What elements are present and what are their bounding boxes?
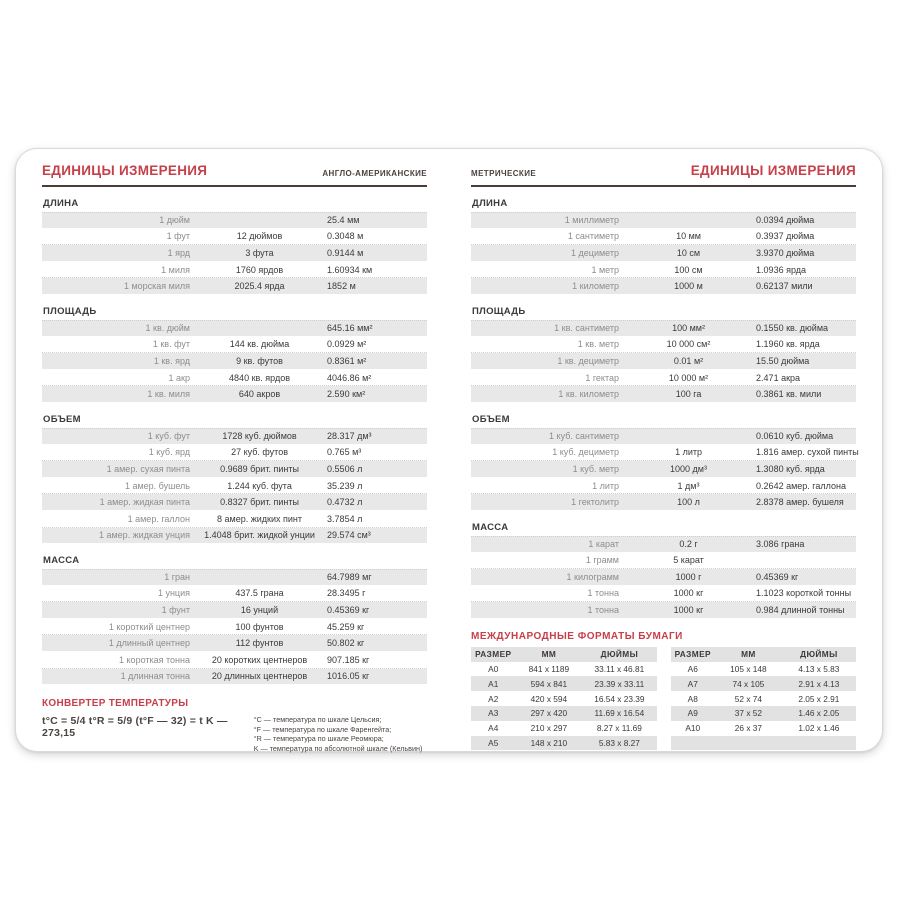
table-cell: 0.3048 м xyxy=(327,231,364,242)
table-cell: 1 метр xyxy=(591,264,619,275)
table-cell: 45.259 кг xyxy=(327,621,365,632)
paper-table-header xyxy=(471,647,657,662)
table-cell: 0.9144 м xyxy=(327,247,364,258)
table-cell: 1.46 x 2.05 xyxy=(798,708,840,719)
table-cell: A0 xyxy=(488,664,499,675)
table-cell: 12 дюймов xyxy=(236,231,283,242)
planner-page xyxy=(15,148,883,752)
unit-table-length-left xyxy=(42,212,427,295)
header-rule-left xyxy=(42,185,427,187)
table-row xyxy=(42,262,427,279)
table-row xyxy=(42,278,427,295)
table-cell: 1016.05 кг xyxy=(327,671,370,682)
table-cell: 3 фута xyxy=(245,247,274,258)
table-cell: 0.8361 м² xyxy=(327,355,367,366)
table-row xyxy=(671,691,857,706)
table-cell: 0.01 м² xyxy=(673,355,704,366)
table-row xyxy=(471,536,856,553)
section-length-right xyxy=(471,198,856,295)
table-cell: 9 кв. футов xyxy=(236,355,283,366)
table-cell: 16.54 x 23.39 xyxy=(594,693,645,704)
section-title: ПЛОЩАДЬ xyxy=(472,305,526,317)
table-row xyxy=(471,320,856,337)
table-cell: 4840 кв. ярдов xyxy=(229,372,290,383)
table-row xyxy=(471,586,856,603)
table-cell: 1 кв. ярд xyxy=(153,355,190,366)
table-row xyxy=(42,619,427,636)
table-cell: A4 xyxy=(488,723,499,734)
unit-table-area-left xyxy=(42,320,427,403)
section-title: ОБЪЕМ xyxy=(472,413,510,425)
table-row xyxy=(42,353,427,370)
left-header xyxy=(42,163,427,178)
table-cell: 210 x 297 xyxy=(530,723,568,734)
section-title: ОБЪЕМ xyxy=(43,413,81,425)
table-cell: 100 мм² xyxy=(672,323,705,334)
table-cell: 10 000 м² xyxy=(668,372,709,383)
table-cell: 0.45369 кг xyxy=(327,605,370,616)
paper-formats xyxy=(471,631,856,751)
table-cell: 907.185 кг xyxy=(327,654,370,665)
table-cell: 1000 дм³ xyxy=(670,463,707,474)
table-row xyxy=(471,278,856,295)
temperature-converter xyxy=(42,698,427,753)
table-row xyxy=(671,721,857,736)
table-cell: 112 фунтов xyxy=(235,638,284,649)
table-cell: 29.574 см³ xyxy=(327,530,371,541)
table-row xyxy=(471,569,856,586)
table-cell: 26 x 37 xyxy=(734,723,762,734)
table-row xyxy=(471,262,856,279)
table-cell: 2025.4 ярда xyxy=(234,281,285,292)
section-title: МАССА xyxy=(43,555,80,567)
table-row xyxy=(471,494,856,511)
table-row xyxy=(42,635,427,652)
header-rule-right xyxy=(471,185,856,187)
table-cell: 0.1550 кв. дюйма xyxy=(756,323,829,334)
table-cell: 28.3495 г xyxy=(327,588,366,599)
paper-table-body xyxy=(671,662,857,751)
table-cell: 20 коротких центнеров xyxy=(211,654,308,665)
table-cell: 2.8378 амер. бушеля xyxy=(756,497,844,508)
table-row xyxy=(471,676,657,691)
table-row xyxy=(42,337,427,354)
page-title-left: ЕДИНИЦЫ ИЗМЕРЕНИЯ xyxy=(42,163,208,178)
table-cell: 0.5506 л xyxy=(327,463,363,474)
table-cell: 1 дециметр xyxy=(571,247,619,258)
table-cell: 148 x 210 xyxy=(530,738,568,749)
table-cell: 10 см xyxy=(676,247,701,258)
table-cell: 52 x 74 xyxy=(734,693,762,704)
table-cell: 1852 м xyxy=(327,281,356,292)
table-cell: 8 амер. жидких пинт xyxy=(217,513,302,524)
table-cell: 1 короткий центнер xyxy=(108,621,190,632)
table-row xyxy=(42,652,427,669)
table-row xyxy=(471,721,657,736)
table-row xyxy=(42,511,427,528)
section-title: ДЛИНА xyxy=(43,198,79,209)
table-cell: 5.83 x 8.27 xyxy=(598,738,640,749)
table-row xyxy=(471,386,856,403)
table-cell: 23.39 x 33.11 xyxy=(594,678,645,689)
table-row xyxy=(671,736,857,751)
table-cell: 4046.86 м² xyxy=(327,372,372,383)
table-cell: 1 гектолитр xyxy=(571,497,619,508)
table-cell: A7 xyxy=(687,678,698,689)
section-title: ДЛИНА xyxy=(472,198,508,209)
table-cell: 0.2642 амер. галлона xyxy=(756,480,846,491)
table-cell: 1.1960 кв. ярда xyxy=(756,339,820,350)
left-page-column xyxy=(42,163,449,753)
table-cell: 1 кв. дюйм xyxy=(145,323,190,334)
table-cell: 1 грамм xyxy=(585,555,619,566)
table-row xyxy=(42,445,427,462)
table-cell: 437.5 грана xyxy=(235,588,284,599)
table-cell: 100 л xyxy=(677,497,700,508)
table-cell: 297 x 420 xyxy=(530,708,568,719)
table-cell: 28.317 дм³ xyxy=(327,431,372,442)
table-cell: 1.4048 брит. жидкой унции xyxy=(204,530,315,541)
table-row xyxy=(42,428,427,445)
temperature-converter-title: КОНВЕРТЕР ТЕМПЕРАТУРЫ xyxy=(42,698,189,710)
table-row xyxy=(471,337,856,354)
table-cell: 1 куб. сантиметр xyxy=(549,431,619,442)
table-cell: A2 xyxy=(488,693,499,704)
table-cell: 105 x 148 xyxy=(730,664,767,675)
table-cell: 1 фут xyxy=(166,231,190,242)
table-cell: 1 куб. ярд xyxy=(148,447,190,458)
column-header-size: РАЗМЕР xyxy=(674,649,711,660)
table-cell: 0.45369 кг xyxy=(756,571,799,582)
table-row xyxy=(42,212,427,229)
table-cell: 37 x 52 xyxy=(734,708,762,719)
page-title-right: ЕДИНИЦЫ ИЗМЕРЕНИЯ xyxy=(690,163,856,178)
table-cell: A3 xyxy=(488,708,499,719)
table-cell: 1 амер. жидкая унция xyxy=(98,530,190,541)
unit-table-volume-right xyxy=(471,428,859,511)
table-row xyxy=(42,669,427,686)
table-cell: 1 акр xyxy=(168,372,190,383)
table-cell: 1 кв. фут xyxy=(152,339,190,350)
table-cell: 1 сантиметр xyxy=(567,231,619,242)
paper-table-a6-a10 xyxy=(671,647,857,751)
table-cell: A5 xyxy=(488,738,499,749)
section-volume-right xyxy=(471,413,859,511)
table-cell: 1 унция xyxy=(157,588,190,599)
column-header-mm: ММ xyxy=(541,649,557,660)
table-cell: 2.590 км² xyxy=(327,389,366,400)
table-cell: 33.11 x 46.81 xyxy=(594,664,645,675)
table-row xyxy=(471,662,657,677)
unit-table-volume-left xyxy=(42,428,427,544)
table-row xyxy=(471,428,856,445)
table-cell: 1 длинная тонна xyxy=(120,671,190,682)
table-cell: 50.802 кг xyxy=(327,638,365,649)
temperature-formula: t°C = 5/4 t°R = 5/9 (t°F — 32) = t K — 273,15 xyxy=(42,715,228,740)
table-cell: 1 кв. дециметр xyxy=(557,355,619,366)
table-row xyxy=(42,602,427,619)
page-subtitle-left: АНГЛО-АМЕРИКАНСКИЕ xyxy=(322,169,427,178)
table-cell: 1.1023 короткой тонны xyxy=(756,588,852,599)
table-cell: 0.3937 дюйма xyxy=(756,231,815,242)
table-row xyxy=(471,553,856,570)
table-cell: 64.7989 мг xyxy=(327,572,372,583)
temperature-note: °C — температура по шкале Цельсия; xyxy=(253,715,382,725)
table-cell: 0.9689 брит. пинты xyxy=(220,463,299,474)
table-cell: 1.244 куб. фута xyxy=(227,480,292,491)
page-subtitle-right: МЕТРИЧЕСКИЕ xyxy=(471,169,537,178)
table-cell: 1 кв. миля xyxy=(147,389,190,400)
table-row xyxy=(471,212,856,229)
table-cell: 11.69 x 16.54 xyxy=(594,708,645,719)
table-cell: A1 xyxy=(488,678,499,689)
table-row xyxy=(471,229,856,246)
right-page-column xyxy=(449,163,859,749)
unit-table-mass-right xyxy=(471,536,856,619)
table-cell: 0.0610 куб. дюйма xyxy=(756,431,834,442)
table-cell: 1 амер. бушель xyxy=(124,480,190,491)
table-cell: 100 га xyxy=(675,389,702,400)
table-cell: 841 x 1189 xyxy=(528,664,570,675)
table-cell: 1 фунт xyxy=(161,605,190,616)
section-mass-left xyxy=(42,555,427,685)
table-cell: 5 карат xyxy=(673,555,704,566)
section-area-left xyxy=(42,306,427,403)
table-cell: 0.0394 дюйма xyxy=(756,215,815,226)
table-cell: 1 короткая тонна xyxy=(119,654,190,665)
column-header-mm: ММ xyxy=(741,649,756,660)
section-length-left xyxy=(42,198,427,295)
table-cell: 1 морская миля xyxy=(123,281,190,292)
table-row xyxy=(42,478,427,495)
table-cell: 0.8327 брит. пинты xyxy=(220,497,299,508)
table-cell: 3.7854 л xyxy=(327,513,363,524)
table-cell: 27 куб. футов xyxy=(231,447,288,458)
table-cell: 420 x 594 xyxy=(530,693,568,704)
table-row xyxy=(42,245,427,262)
temperature-note: °F — температура по шкале Фаренгейта; xyxy=(253,724,392,734)
table-cell: 74 x 105 xyxy=(732,678,765,689)
table-cell: 1.3080 куб. ярда xyxy=(756,463,825,474)
section-title: МАССА xyxy=(472,521,509,533)
temperature-note: K — температура по абсолютной шкале (Кельвин) xyxy=(253,743,423,753)
table-cell: 1000 г xyxy=(675,571,702,582)
section-volume-left xyxy=(42,414,427,544)
table-row xyxy=(42,528,427,545)
table-cell: 1000 м xyxy=(674,281,703,292)
table-cell: 640 акров xyxy=(238,389,281,400)
table-row xyxy=(471,370,856,387)
table-cell: 16 унций xyxy=(240,605,279,616)
table-cell: 1 миллиметр xyxy=(564,215,619,226)
table-cell: 1 килограмм xyxy=(566,571,619,582)
table-cell: 1 амер. сухая пинта xyxy=(106,463,190,474)
table-row xyxy=(42,461,427,478)
table-row xyxy=(471,353,856,370)
section-mass-right xyxy=(471,522,856,619)
table-cell: 20 длинных центнеров xyxy=(211,671,308,682)
table-cell: 3.086 грана xyxy=(756,539,805,550)
unit-table-mass-left xyxy=(42,569,427,685)
table-cell: 35.239 л xyxy=(327,480,363,491)
table-cell: 4.13 x 5.83 xyxy=(798,664,840,675)
table-cell: 0.3861 кв. мили xyxy=(756,389,822,400)
table-cell: 1 кв. сантиметр xyxy=(554,323,619,334)
table-cell: 1 тонна xyxy=(587,588,619,599)
table-row xyxy=(42,386,427,403)
table-cell: 0.4732 л xyxy=(327,497,363,508)
section-area-right xyxy=(471,306,856,403)
paper-formats-title: МЕЖДУНАРОДНЫЕ ФОРМАТЫ БУМАГИ xyxy=(471,630,683,642)
table-cell: 0.984 длинной тонны xyxy=(756,605,845,616)
table-row xyxy=(42,320,427,337)
table-row xyxy=(471,691,657,706)
table-cell: 100 фунтов xyxy=(235,621,284,632)
table-cell: 1 дм³ xyxy=(677,480,700,491)
table-cell: 1.0936 ярда xyxy=(756,264,807,275)
table-row xyxy=(471,736,657,751)
paper-table-header xyxy=(671,647,857,662)
table-row xyxy=(471,478,856,495)
table-row xyxy=(471,245,856,262)
table-cell: 0.62137 мили xyxy=(756,281,813,292)
column-header-inches: ДЮЙМЫ xyxy=(800,649,838,660)
table-cell: 1 литр xyxy=(592,480,619,491)
temperature-note: °R — температура по шкале Реомюра; xyxy=(253,734,384,744)
table-cell: 2.471 акра xyxy=(756,372,801,383)
table-row xyxy=(471,602,856,619)
table-cell: 1 миля xyxy=(161,264,190,275)
table-cell: 1 кв. километр xyxy=(558,389,619,400)
table-cell: 1 длинный центнер xyxy=(108,638,190,649)
table-row xyxy=(42,494,427,511)
table-cell: 8.27 x 11.69 xyxy=(596,723,642,734)
table-cell: 645.16 мм² xyxy=(327,323,373,334)
table-row xyxy=(42,569,427,586)
table-cell: 1 километр xyxy=(572,281,619,292)
table-cell: 3.9370 дюйма xyxy=(756,247,815,258)
table-row xyxy=(42,229,427,246)
table-cell: 1 куб. метр xyxy=(572,463,619,474)
paper-table-a0-a5 xyxy=(471,647,657,751)
table-cell: 1 ярд xyxy=(167,247,190,258)
unit-table-length-right xyxy=(471,212,856,295)
table-cell: 1 кв. метр xyxy=(577,339,619,350)
table-row xyxy=(471,706,657,721)
table-row xyxy=(671,662,857,677)
table-cell: 144 кв. дюйма xyxy=(229,339,290,350)
table-cell: 594 x 841 xyxy=(530,678,568,689)
table-row xyxy=(471,445,859,462)
table-row xyxy=(671,676,857,691)
table-cell: 1 литр xyxy=(675,447,702,458)
table-cell: A6 xyxy=(687,664,698,675)
column-header-inches: ДЮЙМЫ xyxy=(600,649,639,660)
table-cell: 0.0929 м² xyxy=(327,339,367,350)
table-cell: 1 куб. дециметр xyxy=(552,447,619,458)
table-cell: 10 000 см² xyxy=(666,339,711,350)
table-cell: 1 гран xyxy=(164,572,190,583)
table-cell: 1728 куб. дюймов xyxy=(222,431,297,442)
table-cell: 1760 ярдов xyxy=(235,264,284,275)
table-row xyxy=(42,586,427,603)
table-cell: 25.4 мм xyxy=(327,215,360,226)
table-cell: 2.05 x 2.91 xyxy=(798,693,840,704)
table-row xyxy=(671,706,857,721)
unit-table-area-right xyxy=(471,320,856,403)
right-header xyxy=(471,163,856,178)
paper-table-body xyxy=(471,662,657,751)
table-cell: 1 амер. галлон xyxy=(127,513,190,524)
table-cell: 2.91 x 4.13 xyxy=(798,678,840,689)
table-row xyxy=(471,461,856,478)
table-cell: 0.765 м³ xyxy=(327,447,362,458)
table-cell: 1 карат xyxy=(588,539,619,550)
table-cell: 100 см xyxy=(674,264,703,275)
table-cell: 1 амер. жидкая пинта xyxy=(99,497,190,508)
table-cell: 1.816 амер. сухой пинты xyxy=(756,447,859,458)
table-cell: 1.02 x 1.46 xyxy=(798,723,840,734)
table-row xyxy=(42,370,427,387)
table-cell: 0.2 г xyxy=(679,539,698,550)
table-cell: 1 дюйм xyxy=(159,215,190,226)
table-cell: 1 куб. фут xyxy=(147,431,190,442)
table-cell: 15.50 дюйма xyxy=(756,355,810,366)
table-cell: 1.60934 км xyxy=(327,264,373,275)
column-header-size: РАЗМЕР xyxy=(475,649,512,660)
table-cell: 1 тонна xyxy=(587,605,619,616)
table-cell: 1000 кг xyxy=(673,588,704,599)
section-title: ПЛОЩАДЬ xyxy=(43,305,97,317)
table-cell: 1 гектар xyxy=(585,372,619,383)
table-cell: A9 xyxy=(687,708,698,719)
table-cell: A10 xyxy=(685,723,701,734)
temperature-notes xyxy=(254,715,427,753)
table-cell: A8 xyxy=(687,693,698,704)
table-cell: 10 мм xyxy=(676,231,701,242)
table-cell: 1000 кг xyxy=(673,605,704,616)
